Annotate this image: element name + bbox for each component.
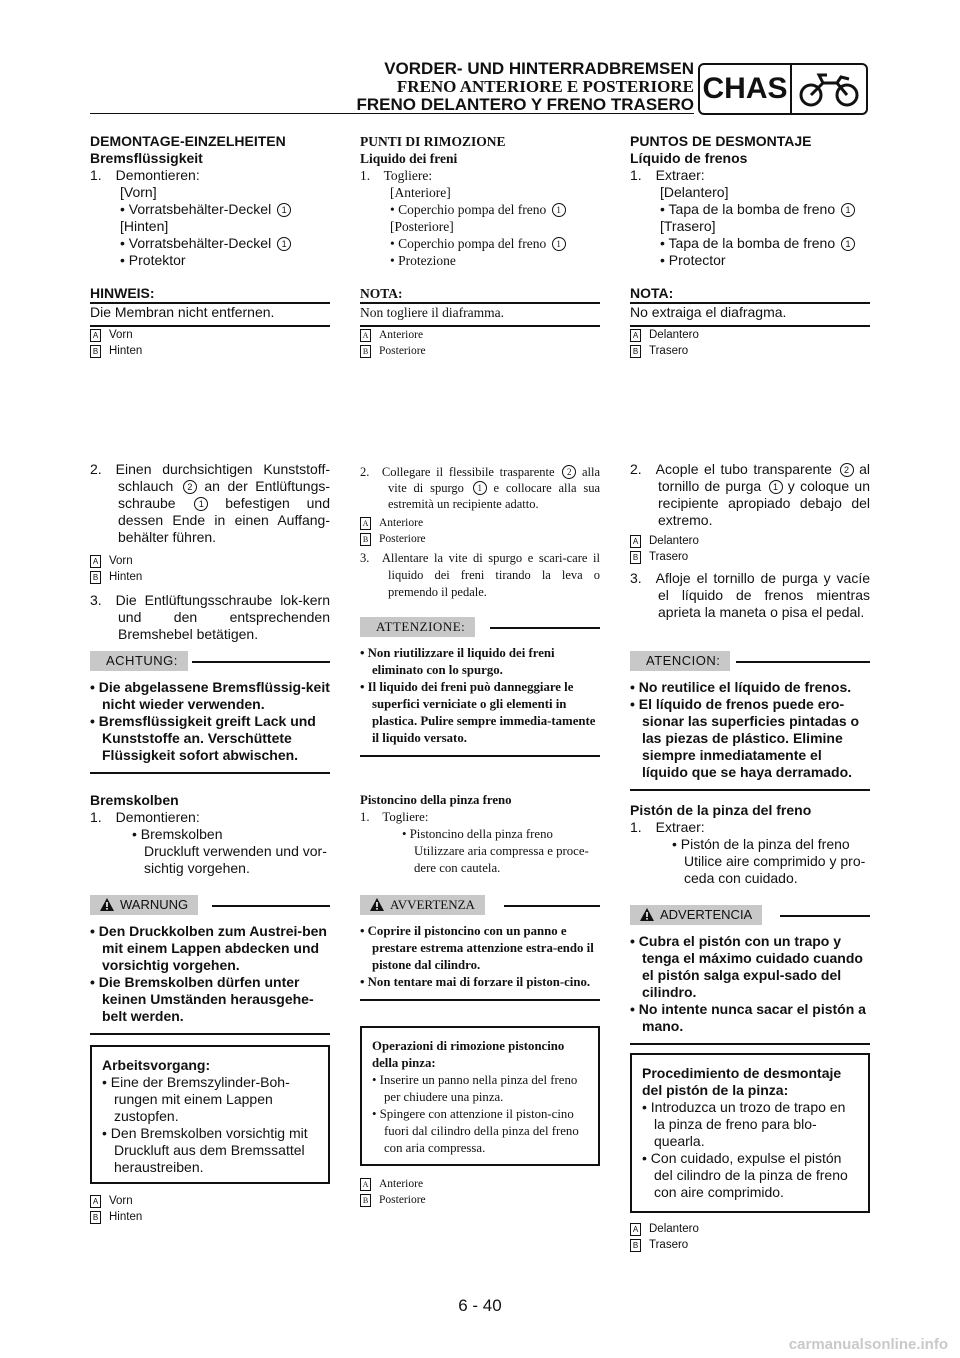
- front-item: Coperchio pompa del freno: [398, 202, 547, 217]
- warning-icon: [640, 908, 654, 921]
- step-3: 3. Die Entlüftungsschraube lok-kern und den entsprechenden Bremshebel betätigen.: [90, 592, 330, 642]
- procedure-box: [90, 1045, 330, 1184]
- note-block: [360, 285, 600, 327]
- step-1: 1. Togliere:: [360, 168, 433, 183]
- warning-block: ADVERTENCIA • Cubra el pistón con un trapo y tenga el máximo cuidado cuando el pistón salga expul-sado del cilindro. • No intente nunca sacar el pistón a mano.: [630, 905, 870, 1045]
- note-label: HINWEIS:: [90, 285, 155, 301]
- rear-item-1: Vorratsbehälter-Deckel: [128, 235, 272, 251]
- callout-1: 1: [277, 237, 291, 251]
- legend: A Delantero B Trasero: [630, 1221, 870, 1253]
- legend: A Delantero B Trasero: [630, 533, 870, 565]
- legend: A Delantero B Trasero: [630, 327, 870, 359]
- rear-item-1: Coperchio pompa del freno: [398, 236, 547, 251]
- title-spanish: FRENO DELANTERO Y FRENO TRASERO: [356, 94, 694, 114]
- procedure-item-1: • Eine der Bremszylinder-Boh-rungen mit einem Lappen zustopfen.: [102, 1074, 290, 1124]
- legend: A Vorn B Hinten: [90, 553, 330, 585]
- note-text: Non togliere il diaframma.: [360, 304, 600, 327]
- caution-item-2: • Bremsflüssigkeit greift Lack und Kunststoffe an. Verschüttete Flüssigkeit sofort abwischen.: [90, 713, 316, 763]
- caution-block: [90, 651, 330, 774]
- step-2-a: 2. Einen durchsichtigen Kunststoff-schlauch: [90, 461, 330, 494]
- caution-label: ACHTUNG:: [90, 651, 188, 671]
- callout-1: 1: [277, 203, 291, 217]
- motorcycle-icon: [792, 65, 866, 113]
- note-block: [90, 285, 330, 327]
- rear-item-2: Protektor: [128, 252, 186, 268]
- note-text: Die Membran nicht entfernen.: [90, 304, 330, 327]
- step-1: 1. Demontieren:: [90, 809, 200, 825]
- procedure-box: Procedimiento de desmontaje del pistón de la pinza: • Introduzca un trozo de trapo en la pinza de freno para blo-quearla. • Con cuidado, expulse el pistón del cilindro de la pinza de freno con aire comprimido.: [630, 1053, 870, 1213]
- warning-label: WARNUNG: [120, 897, 189, 912]
- legend-a: Vorn: [109, 329, 133, 341]
- caution-block: ATENCION: • No reutilice el líquido de frenos. • El líquido de frenos puede ero-sionar las superficies pintadas o las piezas de plástico. Elimine siempre inmediatamente el líquido que se haya derramado.: [630, 651, 870, 791]
- warning-icon: [370, 898, 384, 911]
- procedure-item-2: • Den Bremskolben vorsichtig mit Druckluft aus dem Bremssattel heraustreiben.: [102, 1125, 308, 1175]
- section-subtitle: Bremskolben: [90, 792, 179, 808]
- warning-block: AVVERTENZA • Coprire il pistoncino con un panno e prestare estrema attenzione estra-endo il pistone dal cilindro. • Non tentare mai di forzare il piston-cino.: [360, 895, 600, 1001]
- section-title: PUNTI DI RIMOZIONE: [360, 134, 506, 149]
- procedure-box: Operazioni di rimozione pistoncino della pinza: • Inserire un panno nella pinza del freno per chiudere una pinza. • Spingere con attenzione il piston-cino fuori dal cilindro della pinza del freno con aria compressa.: [360, 1026, 600, 1166]
- legend: A Anteriore B Posteriore: [360, 1176, 600, 1208]
- legend: A Anteriore B Posteriore: [360, 327, 600, 359]
- badge-label: CHAS: [700, 65, 792, 113]
- procedure-heading: Arbeitsvorgang:: [102, 1057, 211, 1073]
- front-label: [Anteriore]: [390, 185, 451, 200]
- section-badge: [698, 63, 868, 115]
- note-label: NOTA:: [360, 286, 403, 301]
- legend: A Vorn B Hinten: [90, 327, 330, 359]
- front-label: [Vorn]: [120, 184, 157, 200]
- front-item: Vorratsbehälter-Deckel: [128, 201, 272, 217]
- watermark: carmanualsonline.info: [788, 1336, 948, 1353]
- step-2-b: an der Entlüftungs-schraube: [118, 478, 331, 511]
- section-subtitle: Liquido dei freni: [360, 151, 458, 166]
- header-rule: [90, 113, 694, 114]
- legend-b: Hinten: [109, 345, 143, 357]
- section-subtitle: Bremsflüssigkeit: [90, 150, 203, 166]
- step-3: 3. Allentare la vite di spurgo e scari-care il liquido dei freni tirando la leva o premendo il pedale.: [360, 551, 600, 599]
- step-2-c: befestigen und dessen Ende in einen Auffang-behälter führen.: [118, 495, 330, 545]
- piston-item: Bremskolben: [140, 826, 223, 842]
- rear-item-2: Protezione: [398, 253, 456, 268]
- step-1: 1. Demontieren:: [90, 167, 200, 183]
- legend: A Anteriore B Posteriore: [360, 515, 600, 547]
- caution-item-1: • Die abgelassene Bremsflüssig-keit nicht wieder verwenden.: [90, 679, 330, 712]
- warning-item-1: • Den Druckkolben zum Austrei-ben mit einem Lappen abdecken und vorsichtig vorgehen.: [90, 923, 327, 973]
- warning-item-2: • Die Bremskolben dürfen unter keinen Umständen herausgehe-belt werden.: [90, 974, 314, 1024]
- rear-label: [Posteriore]: [390, 219, 454, 234]
- caution-block: ATTENZIONE: • Non riutilizzare il liquido dei freni eliminato con lo spurgo. • Il liquido dei freni può danneggiare le superfici verniciate o gli elementi in plastica. Pulire sempre immedia-tamente il liquido versato.: [360, 617, 600, 757]
- piston-note: Druckluft verwenden und vor-sichtig vorgehen.: [144, 843, 327, 876]
- note-block: NOTA: No extraiga el diafragma.: [630, 285, 870, 327]
- header-titles: [356, 60, 694, 114]
- section-title: DEMONTAGE-EINZELHEITEN: [90, 133, 286, 149]
- title-italian: FRENO ANTERIORE E POSTERIORE: [396, 76, 694, 96]
- rear-label: [Hinten]: [120, 218, 169, 234]
- page-number: 6 - 40: [458, 1296, 502, 1315]
- legend: A Vorn B Hinten: [90, 1193, 330, 1225]
- title-german: VORDER- UND HINTERRADBREMSEN: [384, 59, 694, 78]
- warning-block: [90, 895, 330, 1035]
- warning-icon: [100, 898, 114, 911]
